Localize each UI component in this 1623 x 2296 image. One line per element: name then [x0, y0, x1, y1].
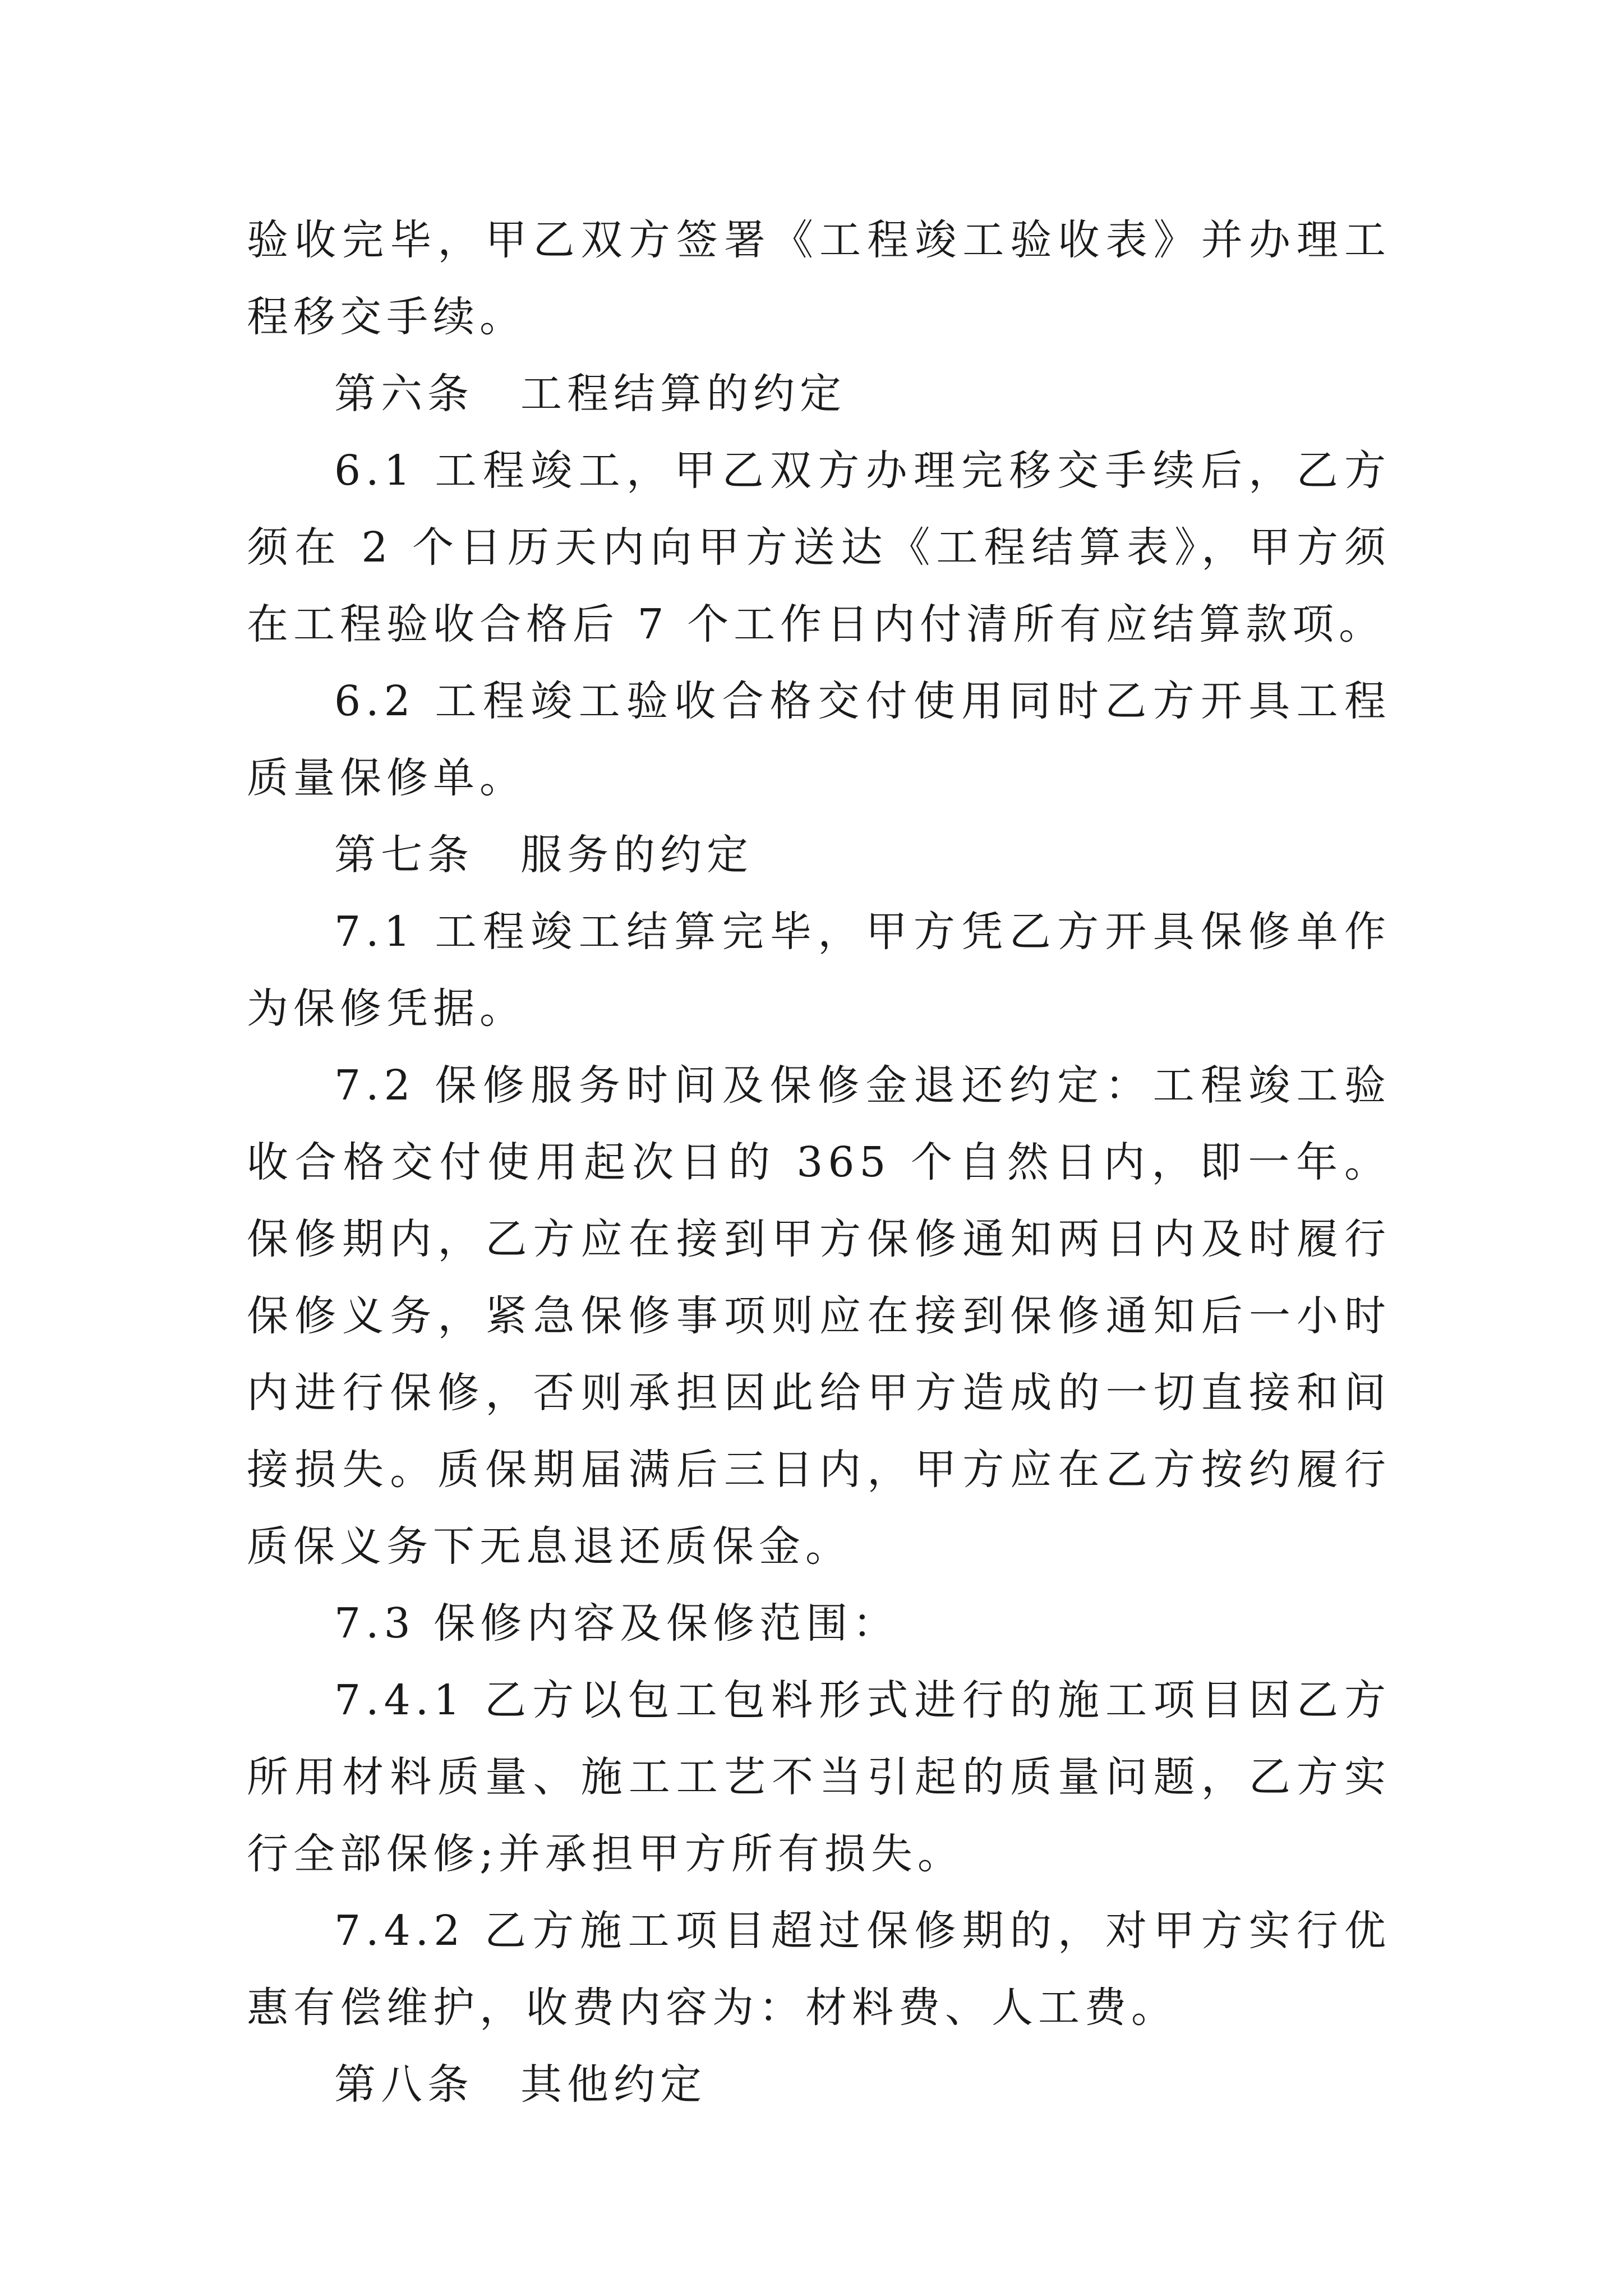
clause-7-4-2: 7.4.2 乙方施工项目超过保修期的，对甲方实行优惠有偿维护，收费内容为：材料费、人工费。 [247, 1907, 1391, 2032]
document-body [247, 202, 1391, 2123]
clause-7-4-1: 7.4.1 乙方以包工包料形式进行的施工项目因乙方所用材料质量、施工工艺不当引起的质量问题，乙方实行全部保修;并承担甲方所有损失。 [247, 1676, 1391, 1878]
clause-6-2: 6.2 工程竣工验收合格交付使用同时乙方开具工程质量保修单。 [247, 677, 1391, 802]
heading-article-6: 第六条 工程结算的约定 [334, 370, 846, 418]
clause-7-2: 7.2 保修服务时间及保修金退还约定：工程竣工验收合格交付使用起次日的 365 个自然日内，即一年。保修期内，乙方应在接到甲方保修通知两日内及时履行保修义务，紧急保修事项则应在接到保修通知后一小时内进行保修，否则承担因此给甲方造成的一切直接和间接损失。质保期届满后三日内，甲方应在乙方按约履行质保义务下无息退还质保金。 [247, 1061, 1391, 1571]
clause-7-3: 7.3 保修内容及保修范围： [334, 1599, 900, 1648]
paragraph-handover: 验收完毕，甲乙双方签署《工程竣工验收表》并办理工程移交手续。 [247, 216, 1391, 341]
clause-6-1: 6.1 工程竣工，甲乙双方办理完移交手续后，乙方须在 2 个日历天内向甲方送达《工程结算表》，甲方须在工程验收合格后 7 个工作日内付清所有应结算款项。 [247, 447, 1391, 648]
clause-7-1: 7.1 工程竣工结算完毕，甲方凭乙方开具保修单作为保修凭据。 [247, 908, 1391, 1033]
heading-article-7: 第七条 服务的约定 [334, 831, 753, 879]
heading-article-8: 第八条 其他约定 [334, 2060, 707, 2109]
